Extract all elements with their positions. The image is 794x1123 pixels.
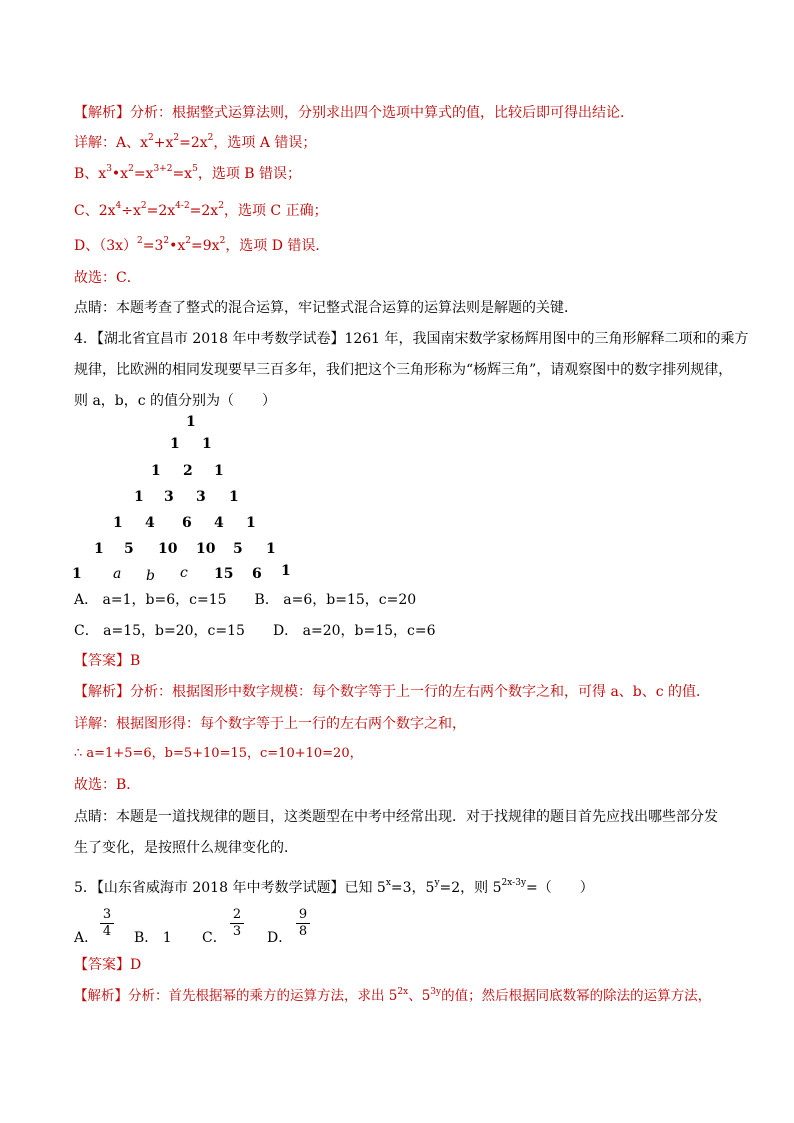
q4-choice-line: 故选：B． xyxy=(74,777,141,793)
q5-option-c-fraction: $\frac{2}{3}$ xyxy=(230,907,244,940)
tri-r6-2: 10 xyxy=(158,541,178,557)
tri-r4-1: 3 xyxy=(164,489,174,505)
detail-d-line: D、$(3x)^2=3^2•x^2=9x^2$，选项 D 错误． xyxy=(74,236,330,254)
tri-r1-0: 1 xyxy=(186,414,196,430)
tri-r6-3: 10 xyxy=(196,541,216,557)
tri-r6-5: 1 xyxy=(266,541,276,557)
tri-r7-6: 1 xyxy=(281,563,291,579)
tri-r4-3: 1 xyxy=(229,489,239,505)
detail-b-line: B、$x^3•x^2=x^{3+2}=x^5$，选项 B 错误； xyxy=(74,164,302,182)
tri-r7-0: 1 xyxy=(72,566,82,582)
tri-r6-1: 5 xyxy=(124,541,134,557)
q4-options-line-1: A． a=1，b=6，c=15 B． a=6，b=15，c=20 xyxy=(74,592,417,608)
q5-stem-line: 5．【山东省威海市 2018 年中考数学试题】已知 $5^x=3$，$5^y=2$，则 $5^{2x-3y}=$（ ） xyxy=(74,878,594,896)
tri-r7-a: a xyxy=(113,566,122,582)
tri-r3-2: 1 xyxy=(214,463,224,479)
q5-option-a-label: A． xyxy=(74,930,99,946)
tri-r5-0: 1 xyxy=(113,515,123,531)
tri-r4-2: 3 xyxy=(196,489,206,505)
choice-line: 故选：C． xyxy=(74,270,141,286)
q4-analysis-line: 【解析】分析：根据图形中数字规模：每个数字等于上一行的左右两个数字之和，可得 a、b、c 的值． xyxy=(74,684,711,700)
q4-stem-line-2: 规律，比欧洲的相同发现要早三百多年，我们把这个三角形称为“杨辉三角”，请观察图中的数字排列规律， xyxy=(74,362,733,378)
comment-line: 点睛：本题考查了整式的混合运算，牢记整式混合运算的运算法则是解题的关键． xyxy=(74,300,578,316)
tri-r5-4: 1 xyxy=(246,515,256,531)
tri-r3-0: 1 xyxy=(151,463,161,479)
q4-stem-line-1: 4．【湖北省宜昌市 2018 年中考数学试卷】1261 年，我国南宋数学家杨辉用图中的三角形解释二项和的乘方 xyxy=(74,331,749,347)
q4-options-line-2: C． a=15，b=20，c=15 D． a=20，b=15，c=6 xyxy=(74,623,436,639)
q5-option-a-fraction: $\frac{3}{4}$ xyxy=(100,907,114,940)
q5-option-b: B． 1 xyxy=(134,930,172,946)
q4-comment-line-2: 生了变化，是按照什么规律变化的． xyxy=(74,840,298,856)
tri-r2-0: 1 xyxy=(170,436,180,452)
tri-r4-0: 1 xyxy=(134,489,144,505)
tri-r5-3: 4 xyxy=(214,515,224,531)
tri-r7-c: c xyxy=(180,565,188,581)
q4-detail-line-1: 详解：根据图形得：每个数字等于上一行的左右两个数字之和， xyxy=(74,716,466,732)
q4-stem-line-3: 则 a，b，c 的值分别为（ ） xyxy=(74,393,277,409)
tri-r2-1: 1 xyxy=(202,436,212,452)
tri-r5-1: 4 xyxy=(145,515,155,531)
detail-c-line: C、$2x^4\div x^2=2x^{4-2}=2x^2$，选项 C 正确； xyxy=(74,201,328,219)
detail-a-line: 详解：A、$x^2+x^2=2x^2$，选项 A 错误； xyxy=(74,133,317,151)
q5-option-d-label: D． xyxy=(267,930,293,946)
tri-r7-5: 6 xyxy=(252,566,262,582)
q5-option-c-label: C． xyxy=(202,930,227,946)
tri-r3-1: 2 xyxy=(183,463,193,479)
q4-comment-line-1: 点睛：本题是一道找规律的题目，这类题型在中考中经常出现．对于找规律的题目首先应找出哪些部分发 xyxy=(74,809,718,825)
analysis-line: 【解析】分析：根据整式运算法则，分别求出四个选项中算式的值，比较后即可得出结论． xyxy=(74,105,634,121)
q4-detail-line-2: ∴ a=1+5=6，b=5+10=15，c=10+10=20， xyxy=(74,746,363,761)
tri-r5-2: 6 xyxy=(182,515,192,531)
tri-r7-4: 15 xyxy=(214,566,234,582)
q4-answer-line: 【答案】B xyxy=(74,653,141,669)
q5-option-d-fraction: $\frac{9}{8}$ xyxy=(296,907,310,940)
q5-analysis-line: 【解析】分析：首先根据幂的乘方的运算方法，求出 $5^{2x}$、$5^{3y}$的值；然后根据同底数幂的除法的运算方法， xyxy=(74,986,712,1004)
tri-r7-b: b xyxy=(146,568,155,584)
q5-answer-line: 【答案】D xyxy=(74,957,142,973)
tri-r6-4: 5 xyxy=(233,541,243,557)
tri-r6-0: 1 xyxy=(94,541,104,557)
